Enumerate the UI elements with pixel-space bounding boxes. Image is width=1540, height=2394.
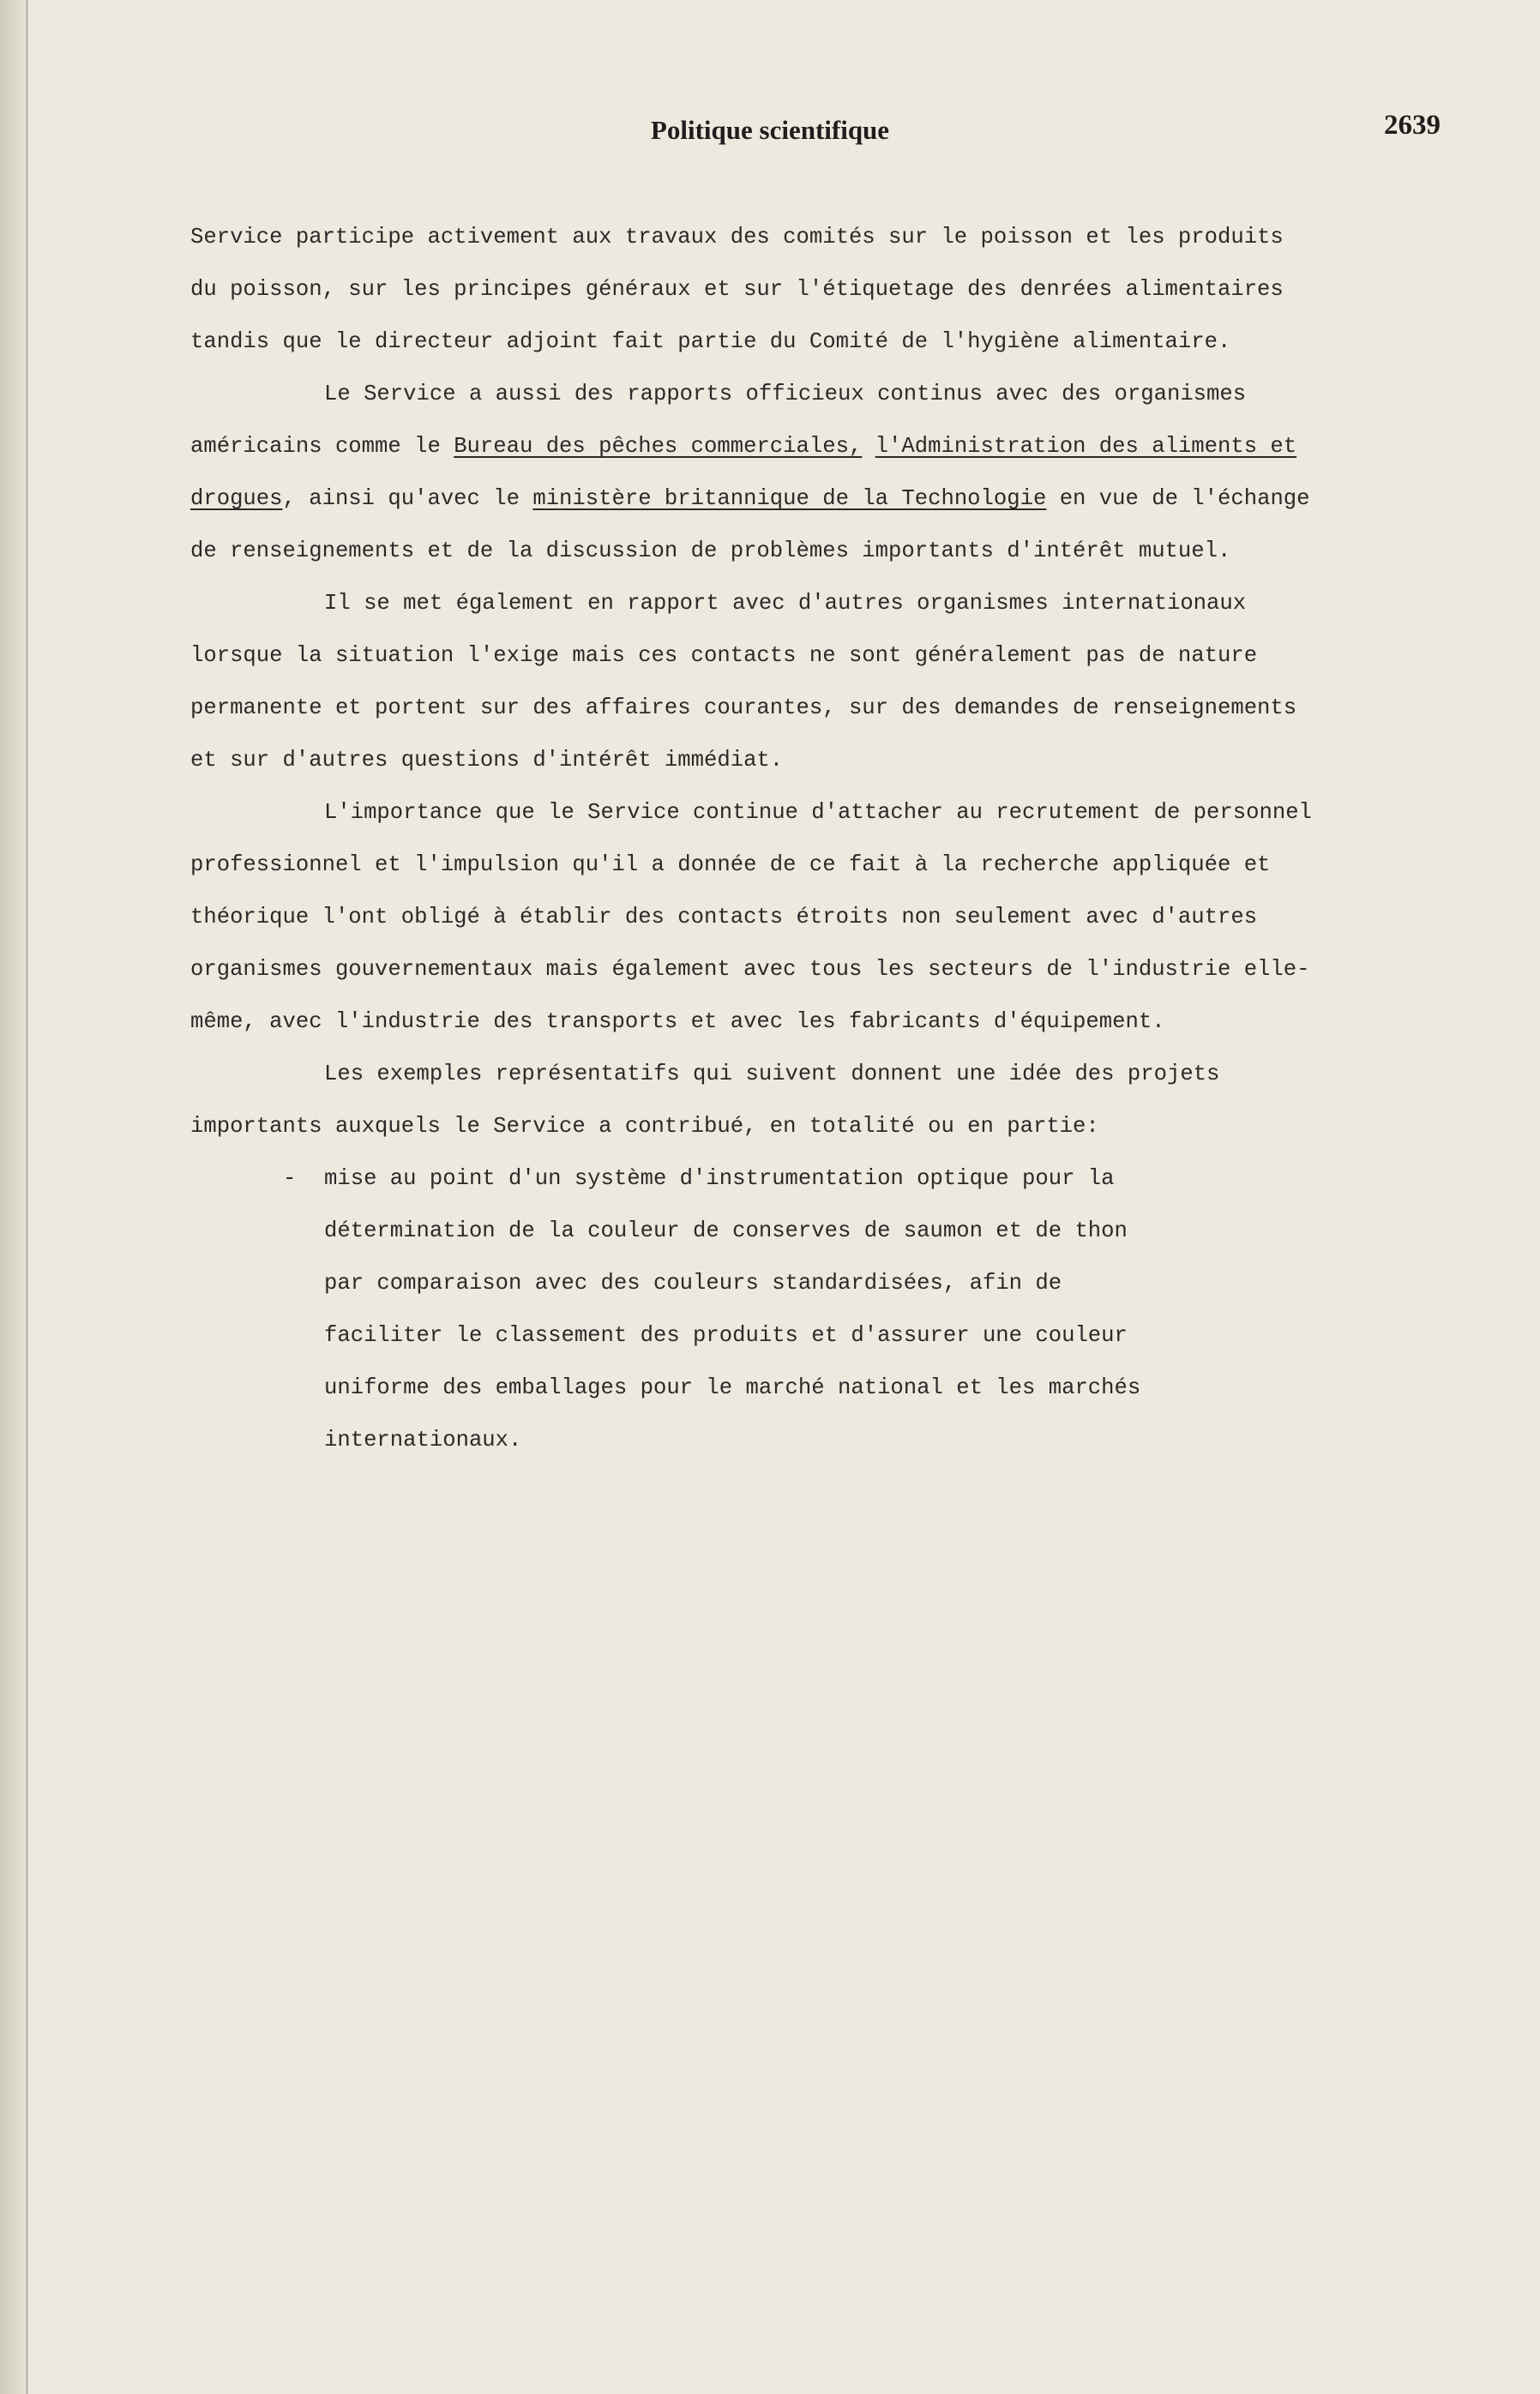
underlined-bureau-peches: Bureau des pêches commerciales,	[454, 434, 863, 459]
running-title: Politique scientifique	[650, 115, 890, 145]
list-dash: -	[283, 1166, 297, 1191]
binding-spine	[0, 0, 26, 2394]
paragraph-2-text-d: en vue de l'échange de renseignements et de la discussion de problèmes importants d'intérêt mutuel.	[190, 486, 1310, 563]
binding-edge	[26, 0, 28, 2394]
paragraph-4: L'importance que le Service continue d'attacher au recrutement de personnel professionnel et l'impulsion qu'il a donnée de ce fait à la recherche appliquée et théorique l'ont obligé à établir des contacts étroits non seulement avec d'autres organismes gouvernementaux mais également avec tous les secteurs de l'industrie elle-même, avec l'industrie des transports et avec les fabricants d'équipement.	[190, 800, 1312, 1034]
body-text	[190, 211, 1322, 1466]
underlined-administration-aliments: l'Administration des aliments et drogues	[190, 434, 1297, 511]
underlined-ministere-technologie: ministère britannique de la Technologie	[532, 486, 1047, 511]
list-item	[190, 1152, 1173, 1466]
paragraph-2-text-b	[862, 434, 875, 459]
page-number: 2639	[1384, 110, 1441, 141]
paragraph-2-text-a: Le Service a aussi des rapports officieux continus avec des organismes américains comme le	[190, 382, 1247, 459]
paragraph-2	[190, 368, 1322, 577]
paragraph-2-text-c: , ainsi qu'avec le	[282, 486, 533, 511]
paragraph-3: Il se met également en rapport avec d'autres organismes internationaux lorsque la situation l'exige mais ces contacts ne sont généralement pas de nature permanente et portent sur des affaires courantes, sur des demandes de renseignements et sur d'autres questions d'intérêt immédiat.	[190, 591, 1297, 773]
page-header	[0, 110, 1540, 161]
list-item-text: mise au point d'un système d'instrumentation optique pour la détermination de la couleur de conserves de saumon et de thon par comparaison avec des couleurs standardisées, afin de faciliter le classement des produits et d'assurer une couleur uniforme des emballages pour le marché national et les marchés internationaux.	[324, 1166, 1141, 1453]
paragraph-5: Les exemples représentatifs qui suivent donnent une idée des projets importants auxquels le Service a contribué, en totalité ou en partie:	[190, 1062, 1220, 1139]
paragraph-1: Service participe activement aux travaux des comités sur le poisson et les produits du poisson, sur les principes généraux et sur l'étiquetage des denrées alimentaires tandis que le directeur adjoint fait partie du Comité de l'hygiène alimentaire.	[190, 225, 1284, 354]
